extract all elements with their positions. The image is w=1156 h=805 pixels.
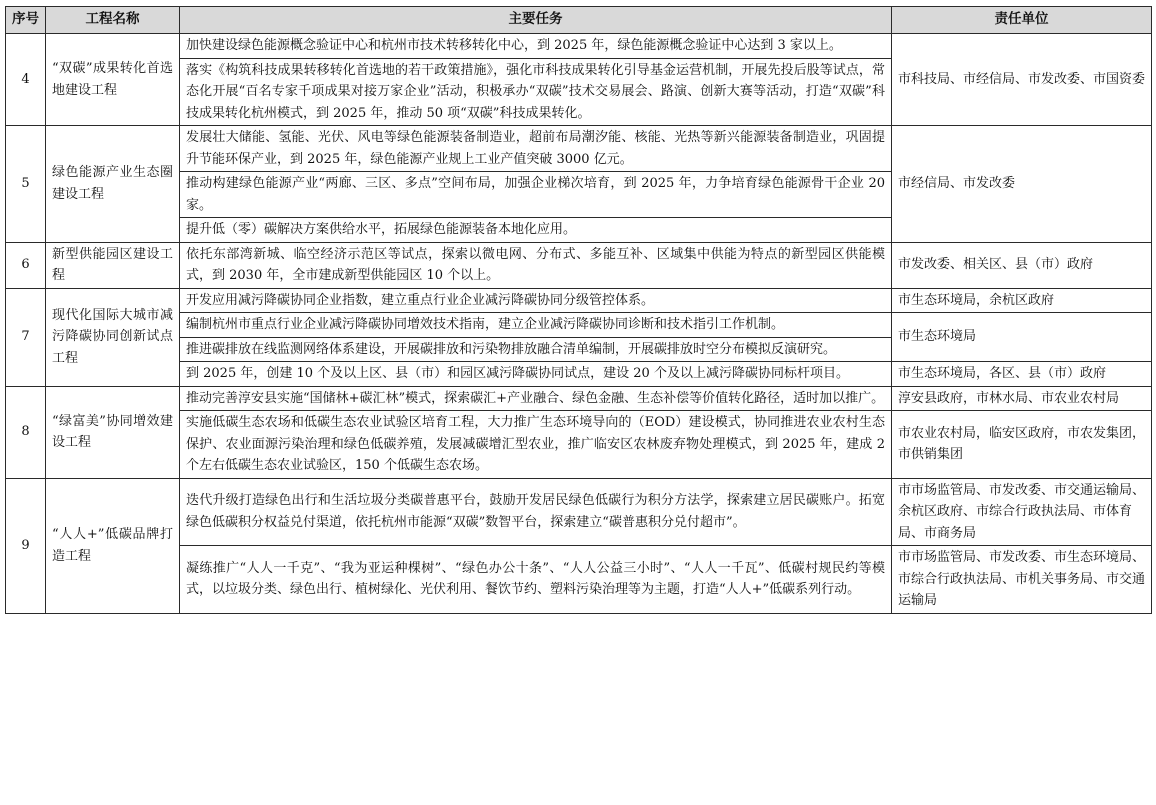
table-row [6, 34, 1152, 59]
project-name: 新型供能园区建设工程 [46, 242, 180, 288]
header-unit: 责任单位 [892, 7, 1152, 34]
task-cell: 开发应用减污降碳协同企业指数，建立重点行业企业减污降碳协同分级管控体系。 [180, 288, 892, 313]
task-cell: 推动构建绿色能源产业“两廊、三区、多点”空间布局，加强企业梯次培育，到 2025 年，力争培育绿色能源骨干企业 20 家。 [180, 172, 892, 218]
task-cell: 迭代升级打造绿色出行和生活垃圾分类碳普惠平台，鼓励开发居民绿色低碳行为积分方法学，探索建立居民碳账户。拓宽绿色低碳积分权益兑付渠道，依托杭州市能源“双碳”数智平台，探索建立“碳普惠积分兑付超市”。 [180, 478, 892, 546]
task-cell: 到 2025 年，创建 10 个及以上区、县（市）和园区减污降碳协同试点，建设 20 个及以上减污降碳协同标杆项目。 [180, 362, 892, 387]
unit-cell: 市市场监管局、市发改委、市生态环境局、市综合行政执法局、市机关事务局、市交通运输局 [892, 546, 1152, 614]
unit-cell: 市生态环境局，各区、县（市）政府 [892, 362, 1152, 387]
task-cell: 加快建设绿色能源概念验证中心和杭州市技术转移转化中心，到 2025 年，绿色能源概念验证中心达到 3 家以上。 [180, 34, 892, 59]
table-row [6, 242, 1152, 288]
row-number: 5 [6, 126, 46, 243]
project-name: “绿富美”协同增效建设工程 [46, 386, 180, 478]
task-cell: 编制杭州市重点行业企业减污降碳协同增效技术指南，建立企业减污降碳协同诊断和技术指引工作机制。 [180, 313, 892, 338]
row-number: 7 [6, 288, 46, 386]
task-cell: 提升低（零）碳解决方案供给水平，拓展绿色能源装备本地化应用。 [180, 218, 892, 243]
header-task: 主要任务 [180, 7, 892, 34]
table-row [6, 478, 1152, 546]
unit-cell: 市市场监管局、市发改委、市交通运输局、余杭区政府、市综合行政执法局、市体育局、市商务局 [892, 478, 1152, 546]
task-cell: 落实《构筑科技成果转移转化首选地的若干政策措施》，强化市科技成果转化引导基金运营机制，开展先投后股等试点，常态化开展“百名专家千项成果对接万家企业”活动，积极承办“双碳”技术交易展会、路演、创新大赛等活动，打造“双碳”科技成果转化杭州模式，到 2025 年，推动 50 项“双碳”科技成果转化。 [180, 58, 892, 126]
table-row [6, 126, 1152, 172]
row-number: 9 [6, 478, 46, 613]
project-name: 现代化国际大城市减污降碳协同创新试点工程 [46, 288, 180, 386]
unit-cell: 淳安县政府，市林水局、市农业农村局 [892, 386, 1152, 411]
unit-cell: 市生态环境局，余杭区政府 [892, 288, 1152, 313]
table-header-row [6, 7, 1152, 34]
row-number: 6 [6, 242, 46, 288]
row-number: 4 [6, 34, 46, 126]
unit-cell: 市生态环境局 [892, 313, 1152, 362]
table-row [6, 386, 1152, 411]
unit-cell: 市科技局、市经信局、市发改委、市国资委 [892, 34, 1152, 126]
task-cell: 依托东部湾新城、临空经济示范区等试点，探索以微电网、分布式、多能互补、区域集中供能为特点的新型园区供能模式，到 2030 年，全市建成新型供能园区 10 个以上。 [180, 242, 892, 288]
task-cell: 发展壮大储能、氢能、光伏、风电等绿色能源装备制造业，超前布局潮汐能、核能、光热等新兴能源装备制造业，巩固提升节能环保产业，到 2025 年，绿色能源产业规上工业产值突破 3000 亿元。 [180, 126, 892, 172]
row-number: 8 [6, 386, 46, 478]
unit-cell: 市发改委、相关区、县（市）政府 [892, 242, 1152, 288]
task-cell: 凝练推广“人人一千克”、“我为亚运种棵树”、“绿色办公十条”、“人人公益三小时”、“人人一千瓦”、低碳村规民约等模式，以垃圾分类、绿色出行、植树绿化、光伏利用、餐饮节约、塑料污染治理等为主题，打造“人人+”低碳系列行动。 [180, 546, 892, 614]
project-table [5, 6, 1152, 614]
task-cell: 推进碳排放在线监测网络体系建设，开展碳排放和污染物排放融合清单编制，开展碳排放时空分布模拟反演研究。 [180, 337, 892, 362]
table-row [6, 288, 1152, 313]
header-name: 工程名称 [46, 7, 180, 34]
task-cell: 实施低碳生态农场和低碳生态农业试验区培育工程，大力推广生态环境导向的（EOD）建设模式，协同推进农业农村生态保护、农业面源污染治理和绿色低碳养殖，发展减碳增汇型农业，推广临安区农林废弃物处理模式，到 2025 年，建成 2 个左右低碳生态农业试验区，150 个低碳生态农场。 [180, 411, 892, 479]
project-name: “人人+”低碳品牌打造工程 [46, 478, 180, 613]
unit-cell: 市经信局、市发改委 [892, 126, 1152, 243]
unit-cell: 市农业农村局，临安区政府，市农发集团，市供销集团 [892, 411, 1152, 479]
task-cell: 推动完善淳安县实施“国储林+碳汇林”模式，探索碳汇+产业融合、绿色金融、生态补偿等价值转化路径，适时加以推广。 [180, 386, 892, 411]
project-name: 绿色能源产业生态圈建设工程 [46, 126, 180, 243]
project-name: “双碳”成果转化首选地建设工程 [46, 34, 180, 126]
header-num: 序号 [6, 7, 46, 34]
